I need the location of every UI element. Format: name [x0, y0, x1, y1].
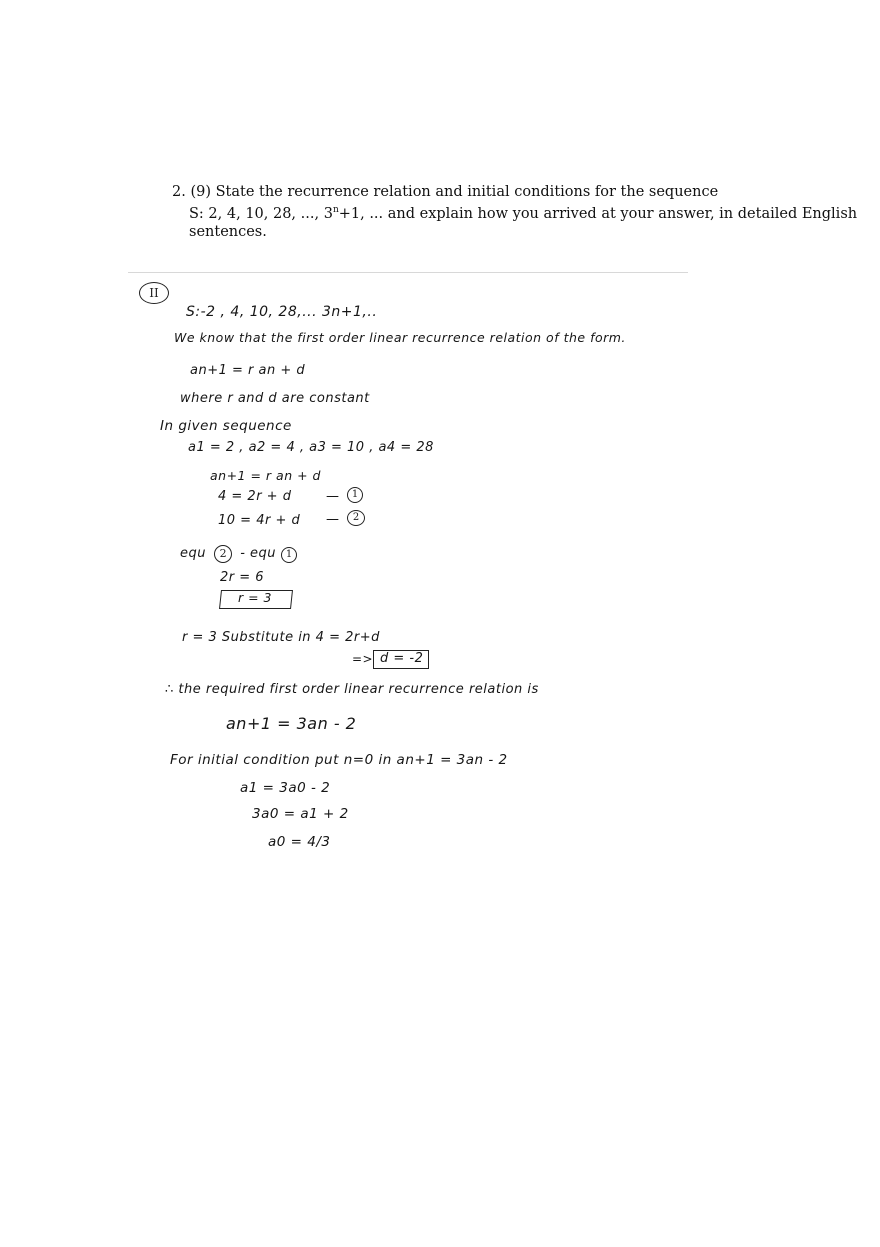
- equation-2-number: 2: [352, 512, 360, 523]
- question-line-1: 2. (9) State the recurrence relation and initial conditions for the sequence: [172, 184, 719, 200]
- scan-top-edge: [128, 272, 688, 273]
- answer-init-step-3: a0 = 4/3: [268, 834, 331, 850]
- question-exponent: n: [332, 205, 339, 215]
- answer-therefore: ∴ the required first order linear recurrence relation is: [165, 682, 539, 697]
- answer-terms: a1 = 2 , a2 = 4 , a3 = 10 , a4 = 28: [188, 440, 434, 455]
- answer-init-step-1: a1 = 3a0 - 2: [240, 780, 331, 796]
- answer-init-step-2: 3a0 = a1 + 2: [252, 806, 349, 822]
- question-line-3: sentences.: [189, 223, 267, 240]
- question-text: [172, 183, 858, 241]
- answer-number: II: [149, 286, 159, 300]
- answer-number-circle: [139, 282, 169, 304]
- equation-1-number: 1: [351, 489, 359, 500]
- answer-given: In given sequence: [160, 418, 292, 434]
- answer-intro: We know that the first order linear recurrence relation of the form.: [174, 330, 626, 345]
- equation-1-label: [347, 487, 363, 503]
- subtraction-equ-a: equ: [180, 546, 206, 561]
- question-seq-suffix: +1, ... and explain how you arrived at your answer, in detailed English: [338, 205, 858, 222]
- question-line-2: [172, 201, 858, 223]
- answer-equation-2-dash: —: [326, 512, 340, 527]
- answer-general-form: an+1 = r an + d: [190, 363, 306, 378]
- subtraction-equ-b: - equ: [240, 546, 276, 561]
- answer-substitute: r = 3 Substitute in 4 = 2r+d: [182, 630, 380, 645]
- answer-subtraction: [180, 542, 297, 563]
- answer-where: where r and d are constant: [180, 391, 370, 406]
- answer-final-relation: an+1 = 3an - 2: [226, 714, 357, 733]
- answer-initial-condition: For initial condition put n=0 in an+1 = 3an - 2: [170, 752, 508, 768]
- answer-step-2r: 2r = 6: [220, 570, 265, 585]
- subtraction-number-2: 2: [219, 547, 227, 560]
- answer-sequence: S:-2 , 4, 10, 28,... 3n+1,..: [186, 304, 378, 320]
- subtraction-number-1: 1: [285, 549, 293, 560]
- answer-equation-1-dash: —: [326, 489, 340, 504]
- question-seq-prefix: S: 2, 4, 10, 28, ..., 3: [189, 205, 333, 222]
- answer-implies-arrow: =>: [352, 652, 374, 666]
- equation-2-label: [347, 510, 365, 526]
- subtraction-label-2: [214, 545, 232, 563]
- answer-equation-2: 10 = 4r + d: [218, 513, 301, 528]
- subtraction-label-1: [281, 547, 297, 563]
- answer-r-result: r = 3: [238, 590, 273, 605]
- answer-equation-1: 4 = 2r + d: [218, 489, 292, 504]
- answer-d-result: d = -2: [380, 651, 424, 666]
- answer-recurrence-general: an+1 = r an + d: [210, 468, 321, 483]
